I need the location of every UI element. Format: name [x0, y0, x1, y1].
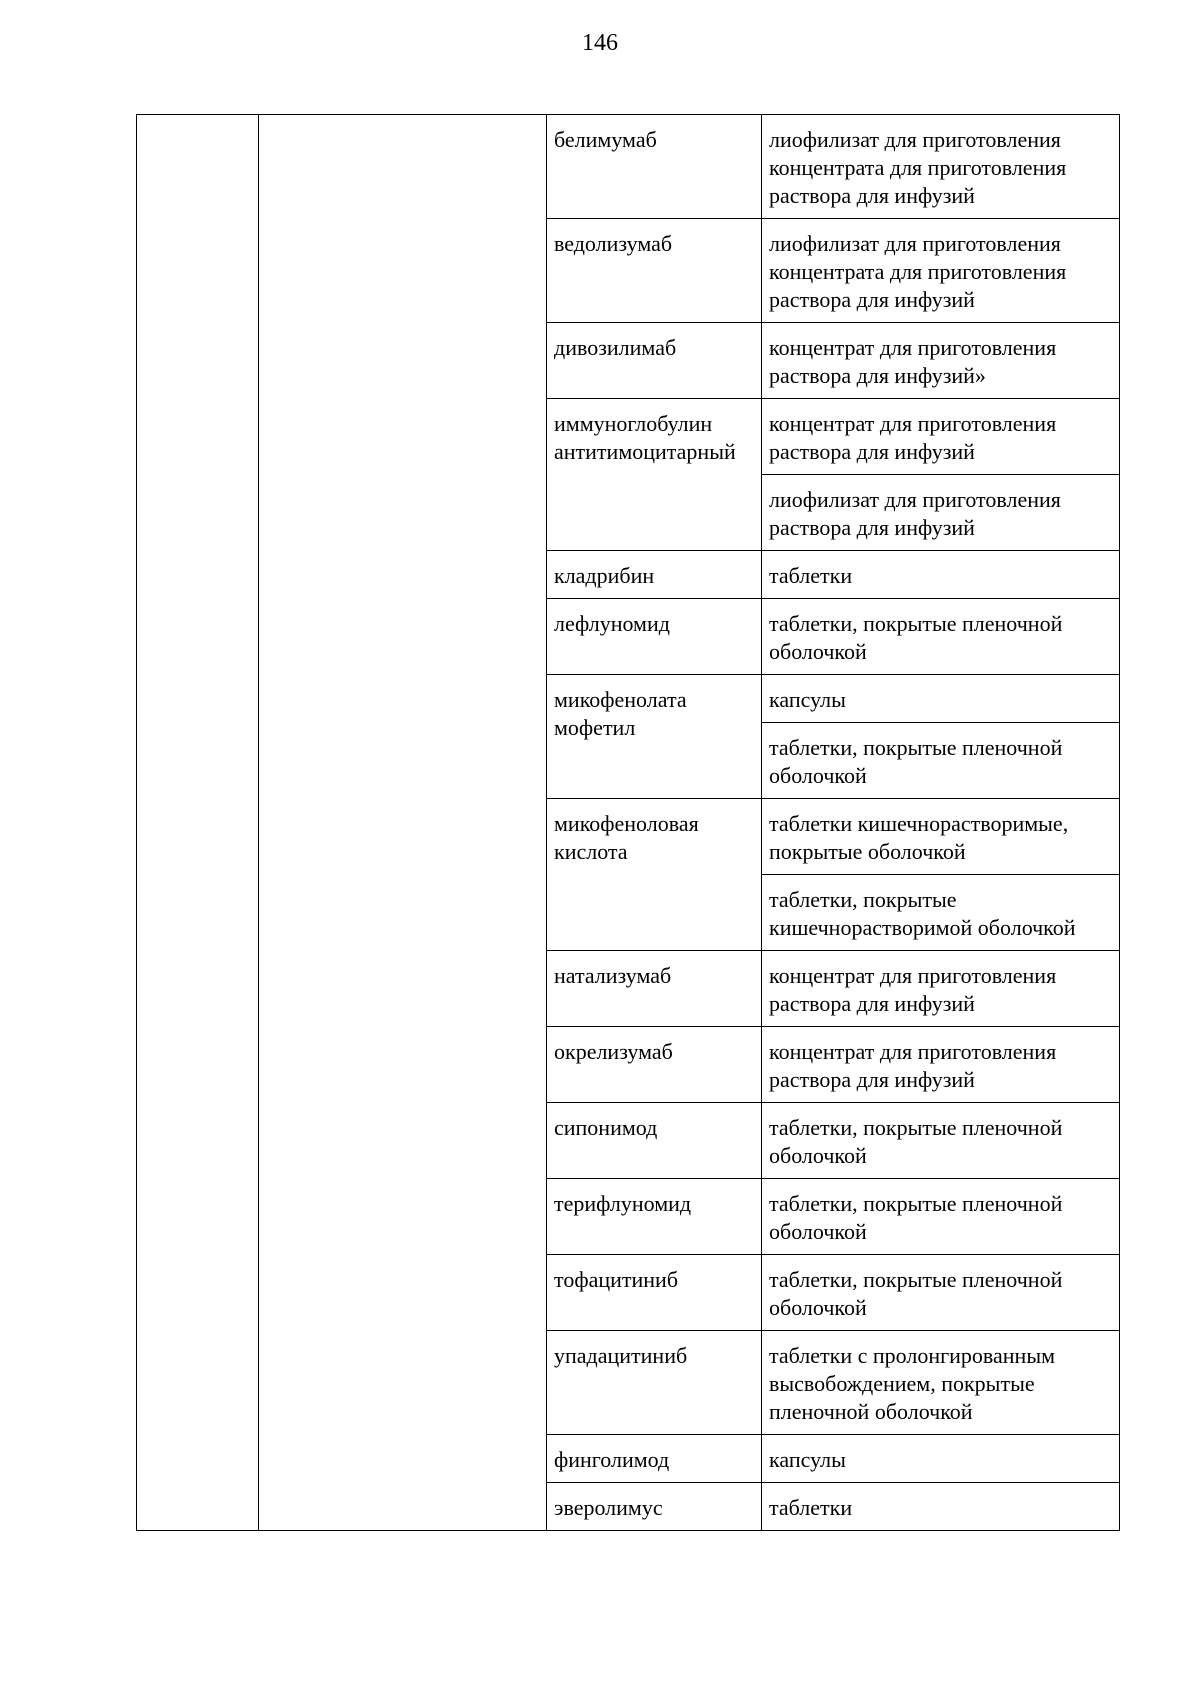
- dosage-form-cell: лиофилизат для приготовления концентрата для приготовления раствора для инфузий: [762, 219, 1120, 323]
- page-number: 146: [582, 30, 618, 56]
- drug-name-cell: финголимод: [547, 1435, 762, 1483]
- dosage-form-cell: концентрат для приготовления раствора для инфузий»: [762, 323, 1120, 399]
- dosage-form-cell: таблетки: [762, 551, 1120, 599]
- drug-table: [136, 114, 1120, 1531]
- drug-name-cell: иммуноглобулин антитимоцитарный: [547, 399, 762, 551]
- dosage-form-cell: таблетки, покрытые пленочной оболочкой: [762, 599, 1120, 675]
- group-name-cell: [259, 115, 547, 1531]
- drug-name-cell: упадацитиниб: [547, 1331, 762, 1435]
- dosage-form-cell: концентрат для приготовления раствора для инфузий: [762, 399, 1120, 475]
- drug-name-cell: натализумаб: [547, 951, 762, 1027]
- dosage-form-cell: лиофилизат для приготовления раствора для инфузий: [762, 475, 1120, 551]
- code-cell: [137, 115, 259, 1531]
- drug-name-cell: лефлуномид: [547, 599, 762, 675]
- dosage-form-cell: таблетки, покрытые пленочной оболочкой: [762, 1255, 1120, 1331]
- drug-name-cell: микофенолата мофетил: [547, 675, 762, 799]
- table-row: [137, 115, 1120, 219]
- drug-name-cell: ведолизумаб: [547, 219, 762, 323]
- drug-name-cell: окрелизумаб: [547, 1027, 762, 1103]
- drug-name-cell: тофацитиниб: [547, 1255, 762, 1331]
- drug-name-cell: кладрибин: [547, 551, 762, 599]
- dosage-form-cell: концентрат для приготовления раствора для инфузий: [762, 951, 1120, 1027]
- dosage-form-cell: таблетки, покрытые пленочной оболочкой: [762, 1179, 1120, 1255]
- dosage-form-cell: капсулы: [762, 1435, 1120, 1483]
- dosage-form-cell: таблетки, покрытые пленочной оболочкой: [762, 723, 1120, 799]
- drug-name-cell: микофеноловая кислота: [547, 799, 762, 951]
- dosage-form-cell: таблетки, покрытые пленочной оболочкой: [762, 1103, 1120, 1179]
- drug-name-cell: белимумаб: [547, 115, 762, 219]
- drug-name-cell: дивозилимаб: [547, 323, 762, 399]
- drug-name-cell: эверолимус: [547, 1483, 762, 1531]
- drug-name-cell: сипонимод: [547, 1103, 762, 1179]
- dosage-form-cell: таблетки кишечнорастворимые, покрытые оболочкой: [762, 799, 1120, 875]
- drug-name-cell: терифлуномид: [547, 1179, 762, 1255]
- dosage-form-cell: лиофилизат для приготовления концентрата для приготовления раствора для инфузий: [762, 115, 1120, 219]
- dosage-form-cell: таблетки: [762, 1483, 1120, 1531]
- dosage-form-cell: капсулы: [762, 675, 1120, 723]
- dosage-form-cell: концентрат для приготовления раствора для инфузий: [762, 1027, 1120, 1103]
- dosage-form-cell: таблетки, покрытые кишечнорастворимой оболочкой: [762, 875, 1120, 951]
- dosage-form-cell: таблетки с пролонгированным высвобождением, покрытые пленочной оболочкой: [762, 1331, 1120, 1435]
